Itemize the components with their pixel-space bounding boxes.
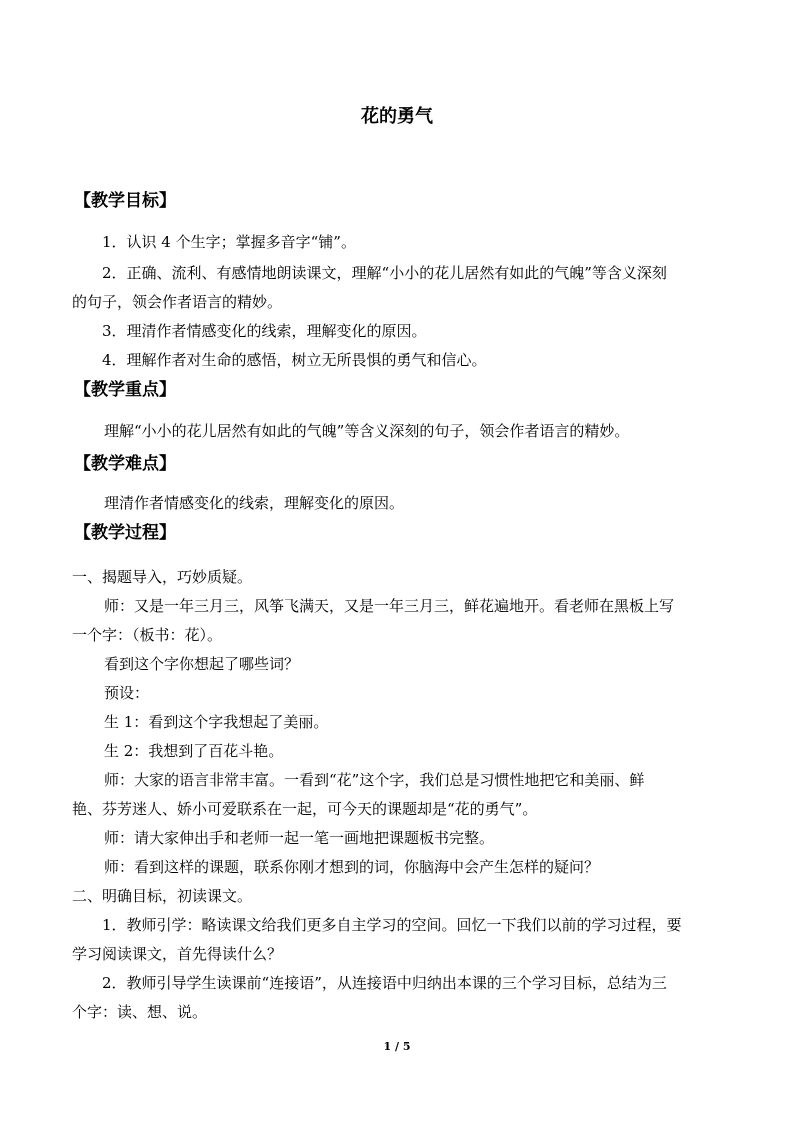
objective-item-2-line-1: 2．正确、流利、有感情地朗读课文，理解“小小的花儿居然有如此的气魄”等含义深刻	[102, 264, 667, 282]
process-part2-title: 二、明确目标，初读课文。	[72, 887, 253, 905]
process-part1-title: 一、揭题导入，巧妙质疑。	[72, 568, 253, 586]
process-item-2-line-2: 个字：读、想、说。	[72, 1003, 208, 1021]
process-paragraph-4: 生 1：看到这个字我想起了美丽。	[104, 713, 329, 731]
process-paragraph-1-line-1: 师：又是一年三月三，风筝飞满天，又是一年三月三，鲜花遍地开。看老师在黑板上写	[104, 597, 675, 615]
section-heading-key-points: 【教学重点】	[74, 380, 176, 400]
difficulties-text: 理清作者情感变化的线索，理解变化的原因。	[104, 494, 405, 512]
objective-item-4: 4．理解作者对生命的感悟，树立无所畏惧的勇气和信心。	[102, 351, 487, 369]
section-heading-process: 【教学过程】	[74, 523, 176, 543]
objective-item-2-line-2: 的句子，领会作者语言的精妙。	[72, 293, 283, 311]
process-paragraph-7: 师：请大家伸出手和老师一起一笔一画地把课题板书完整。	[104, 829, 495, 847]
process-paragraph-5: 生 2：我想到了百花斗艳。	[104, 742, 284, 760]
section-heading-difficulties: 【教学难点】	[74, 454, 176, 474]
process-paragraph-2: 看到这个字你想起了哪些词？	[104, 655, 300, 673]
page-number: 1 / 5	[383, 1040, 411, 1053]
process-paragraph-3: 预设：	[104, 684, 150, 702]
process-item-1-line-1: 1．教师引学：略读课文给我们更多自主学习的空间。回忆一下我们以前的学习过程，要	[102, 916, 682, 934]
document-title: 花的勇气	[361, 106, 433, 127]
objective-item-3: 3．理清作者情感变化的线索，理解变化的原因。	[102, 322, 427, 340]
objective-item-1: 1．认识 4 个生字；掌握多音字“铺”。	[102, 233, 356, 251]
section-heading-objectives: 【教学目标】	[74, 191, 176, 211]
process-paragraph-8: 师：看到这样的课题，联系你刚才想到的词，你脑海中会产生怎样的疑问？	[104, 858, 600, 876]
process-item-2-line-1: 2．教师引导学生读课前“连接语”，从连接语中归纳出本课的三个学习目标，总结为三	[102, 974, 667, 992]
process-paragraph-6-line-1: 师：大家的语言非常丰富。一看到“花”这个字，我们总是习惯性地把它和美丽、鲜	[104, 771, 645, 789]
process-paragraph-6-line-2: 艳、芬芳迷人、娇小可爱联系在一起，可今天的课题却是“花的勇气”。	[72, 800, 538, 818]
process-item-1-line-2: 学习阅读课文，首先得读什么？	[72, 945, 283, 963]
process-paragraph-1-line-2: 一个字：（板书：花）。	[72, 626, 223, 644]
key-points-text: 理解“小小的花儿居然有如此的气魄”等含义深刻的句子，领会作者语言的精妙。	[104, 422, 630, 440]
